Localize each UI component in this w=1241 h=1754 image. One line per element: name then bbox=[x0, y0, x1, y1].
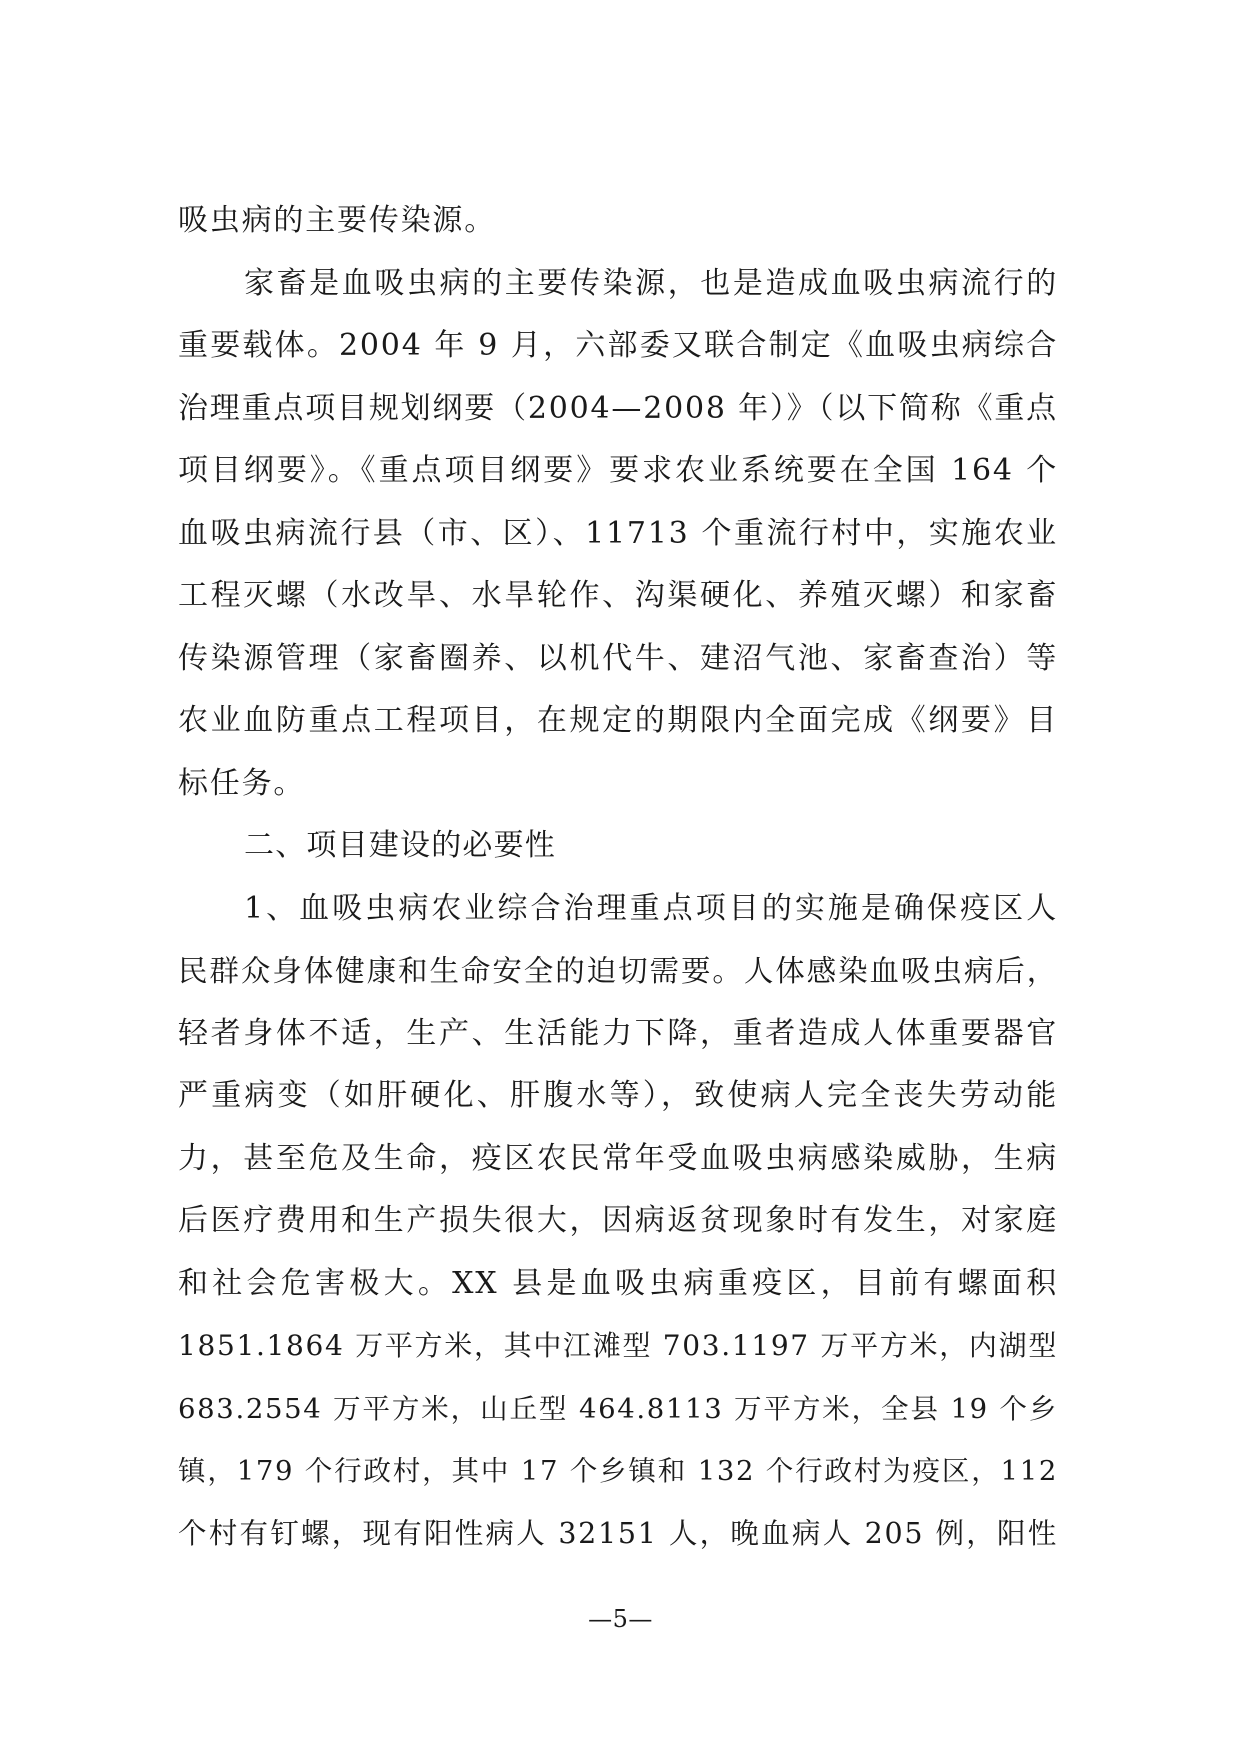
text-line: 农业血防重点工程项目，在规定的期限内全面完成《纲要》目 bbox=[178, 703, 1058, 738]
page-number: —5— bbox=[588, 1605, 653, 1633]
text-line: 镇，179 个行政村，其中 17 个乡镇和 132 个行政村为疫区，112 bbox=[178, 1455, 1058, 1487]
text-line: 传染源管理（家畜圈养、以机代牛、建沼气池、家畜查治）等 bbox=[178, 640, 1058, 676]
text-line: 吸虫病的主要传染源。 bbox=[178, 203, 496, 238]
section-heading: 二、项目建设的必要性 bbox=[244, 828, 556, 863]
text-line: 重要载体。2004 年 9 月，六部委又联合制定《血吸虫病综合 bbox=[178, 328, 1058, 363]
text-line: 1、血吸虫病农业综合治理重点项目的实施是确保疫区人 bbox=[244, 890, 1058, 926]
text-line: 个村有钉螺，现有阳性病人 32151 人，晚血病人 205 例，阳性 bbox=[178, 1516, 1058, 1550]
text-line: 轻者身体不适，生产、生活能力下降，重者造成人体重要器官 bbox=[178, 1015, 1058, 1051]
text-line: 治理重点项目规划纲要（2004—2008 年）》（以下简称《重点 bbox=[178, 390, 1058, 426]
text-line: 标任务。 bbox=[178, 765, 306, 801]
text-line: 1851.1864 万平方米，其中江滩型 703.1197 万平方米，内湖型 bbox=[178, 1329, 1058, 1362]
text-line: 家畜是血吸虫病的主要传染源，也是造成血吸虫病流行的 bbox=[244, 265, 1058, 301]
text-line: 民群众身体健康和生命安全的迫切需要。人体感染血吸虫病后， bbox=[178, 954, 1058, 988]
text-line: 力，甚至危及生命，疫区农民常年受血吸虫病感染威胁，生病 bbox=[178, 1140, 1058, 1176]
text-line: 严重病变（如肝硬化、肝腹水等），致使病人完全丧失劳动能 bbox=[178, 1078, 1058, 1113]
text-line: 血吸虫病流行县（市、区）、11713 个重流行村中，实施农业 bbox=[178, 515, 1058, 551]
text-line: 项目纲要》。《重点项目纲要》要求农业系统要在全国 164 个 bbox=[178, 453, 1058, 488]
text-line: 工程灭螺（水改旱、水旱轮作、沟渠硬化、养殖灭螺）和家畜 bbox=[178, 578, 1058, 613]
text-line: 后医疗费用和生产损失很大，因病返贫现象时有发生，对家庭 bbox=[178, 1203, 1058, 1238]
document-body bbox=[178, 190, 1058, 1565]
text-line: 和社会危害极大。XX 县是血吸虫病重疫区，目前有螺面积 bbox=[178, 1265, 1058, 1301]
text-line: 683.2554 万平方米，山丘型 464.8113 万平方米，全县 19 个乡 bbox=[178, 1392, 1058, 1425]
